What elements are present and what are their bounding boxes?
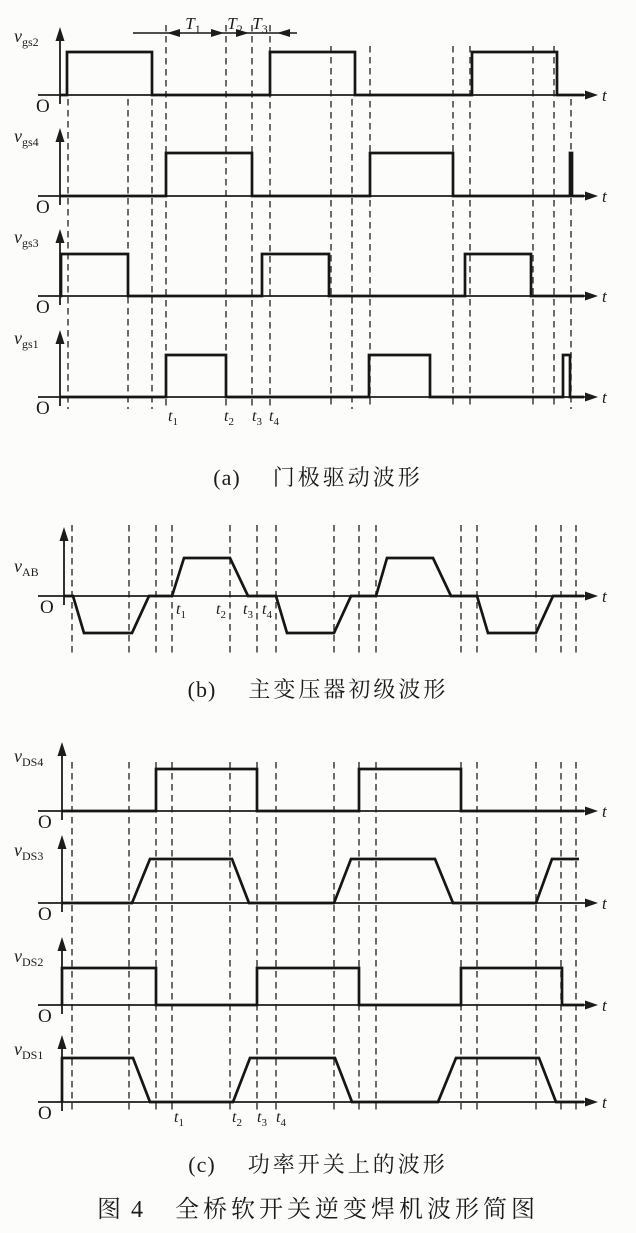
time-axis-label: t [602, 287, 607, 306]
figure-caption [0, 1189, 636, 1224]
label-t1: $t_1$ [176, 601, 186, 621]
label-t3: $t_3$ [257, 1109, 267, 1129]
waveform-v-gs4 [60, 153, 584, 196]
label-T1: $T_1$ [185, 14, 201, 36]
label-t2: $t_2$ [216, 601, 226, 621]
panel-label-DS1: $v_{DS1}$ [14, 1039, 44, 1062]
value-axis-arrow-icon [58, 937, 67, 951]
panel-v-DS2 [14, 937, 608, 1027]
waveform-v-DS4 [62, 769, 584, 811]
label-T3: $T_3$ [252, 14, 268, 36]
label-t3: $t_3$ [252, 408, 262, 428]
time-axis-arrow-icon [585, 192, 598, 201]
time-axis-label: t [602, 996, 607, 1015]
panel-label-gs4: $v_{gs4}$ [14, 126, 39, 149]
caption-a-text: 门极驱动波形 [272, 465, 423, 490]
label-T2: $T_2$ [227, 14, 243, 36]
panel-v-gs4 [14, 126, 608, 218]
label-t1: $t_1$ [168, 408, 178, 428]
origin-label: O [38, 904, 52, 925]
origin-label: O [36, 96, 50, 117]
waveform-v-gs3 [60, 254, 584, 296]
origin-label: O [38, 812, 52, 833]
value-axis-arrow-icon [56, 27, 65, 41]
dimension-arrow-left-icon [167, 29, 180, 37]
origin-label: O [40, 597, 54, 618]
waveform-v-gs2 [60, 52, 584, 95]
time-axis-label: t [602, 1093, 607, 1112]
origin-label: O [36, 197, 50, 218]
time-axis-arrow-icon [585, 592, 598, 601]
section-b [14, 525, 608, 655]
dimension-arrow-left-icon [277, 29, 290, 37]
time-axis-arrow-icon [585, 393, 598, 402]
panel-v-AB [14, 527, 608, 633]
panel-v-gs2 [14, 26, 608, 117]
section-c [14, 742, 608, 1129]
time-axis-label: t [602, 587, 607, 606]
caption-b-tag: (b) [187, 677, 217, 702]
caption-c [0, 1148, 636, 1179]
caption-a-tag: (a) [213, 465, 241, 490]
panel-label-DS2: $v_{DS2}$ [14, 946, 44, 969]
label-t4: $t_4$ [276, 1109, 286, 1129]
caption-c-text: 功率开关上的波形 [247, 1152, 448, 1177]
label-t2: $t_2$ [232, 1109, 242, 1129]
section-a [14, 14, 608, 428]
value-axis-arrow-icon [56, 229, 65, 243]
label-t4: $t_4$ [262, 601, 272, 621]
label-t2: $t_2$ [224, 408, 234, 428]
timing-marks [133, 14, 297, 37]
time-axis-label: t [602, 187, 607, 206]
time-tick-labels [176, 601, 272, 621]
value-axis-arrow-icon [58, 742, 67, 756]
figure-caption-text: 全桥软开关逆变焊机波形简图 [175, 1197, 539, 1223]
time-axis-label: t [602, 802, 607, 821]
label-t4: $t_4$ [269, 408, 279, 428]
time-axis-arrow-icon [585, 899, 598, 908]
origin-label: O [36, 398, 50, 419]
panel-label-DS3: $v_{DS3}$ [14, 840, 44, 863]
label-t3: $t_3$ [243, 601, 253, 621]
time-axis-arrow-icon [585, 807, 598, 816]
panel-v-DS4 [14, 742, 608, 833]
value-axis-arrow-icon [56, 128, 65, 142]
time-axis-arrow-icon [585, 292, 598, 301]
figure-caption-tag: 图 4 [97, 1197, 145, 1223]
panel-v-gs1 [14, 328, 608, 419]
origin-label: O [36, 297, 50, 318]
waveform-v-DS2 [62, 968, 584, 1005]
value-axis-arrow-icon [58, 835, 67, 849]
dimension-arrow-right-icon [211, 29, 224, 37]
panel-v-gs3 [14, 227, 608, 318]
panel-label-AB: $v_{AB}$ [14, 556, 39, 579]
origin-label: O [38, 1103, 52, 1124]
caption-b-text: 主变压器初级波形 [248, 677, 449, 702]
time-axis-arrow-icon [585, 91, 598, 100]
time-axis-arrow-icon [585, 1001, 598, 1010]
panel-v-DS3 [14, 835, 608, 925]
value-axis-arrow-icon [60, 527, 69, 541]
caption-b [0, 673, 636, 704]
panel-label-gs1: $v_{gs1}$ [14, 328, 39, 351]
time-axis-label: t [602, 388, 607, 407]
time-axis-arrow-icon [585, 1098, 598, 1107]
value-axis-arrow-icon [56, 330, 65, 344]
panel-label-DS4: $v_{DS4}$ [14, 746, 44, 769]
panel-label-gs2: $v_{gs2}$ [14, 26, 39, 49]
waveform-v-DS3 [62, 859, 579, 903]
label-t1: $t_1$ [174, 1109, 184, 1129]
panel-v-DS1 [14, 1035, 608, 1124]
caption-c-tag: (c) [188, 1152, 216, 1177]
time-axis-label: t [602, 894, 607, 913]
origin-label: O [38, 1006, 52, 1027]
time-tick-labels [168, 408, 279, 428]
time-tick-labels [174, 1109, 286, 1129]
waveform-v-gs1 [60, 355, 584, 397]
panel-label-gs3: $v_{gs3}$ [14, 227, 39, 250]
time-axis-label: t [602, 86, 607, 105]
caption-a [0, 461, 636, 492]
value-axis-arrow-icon [58, 1035, 67, 1049]
waveform-v-DS1 [62, 1058, 584, 1102]
